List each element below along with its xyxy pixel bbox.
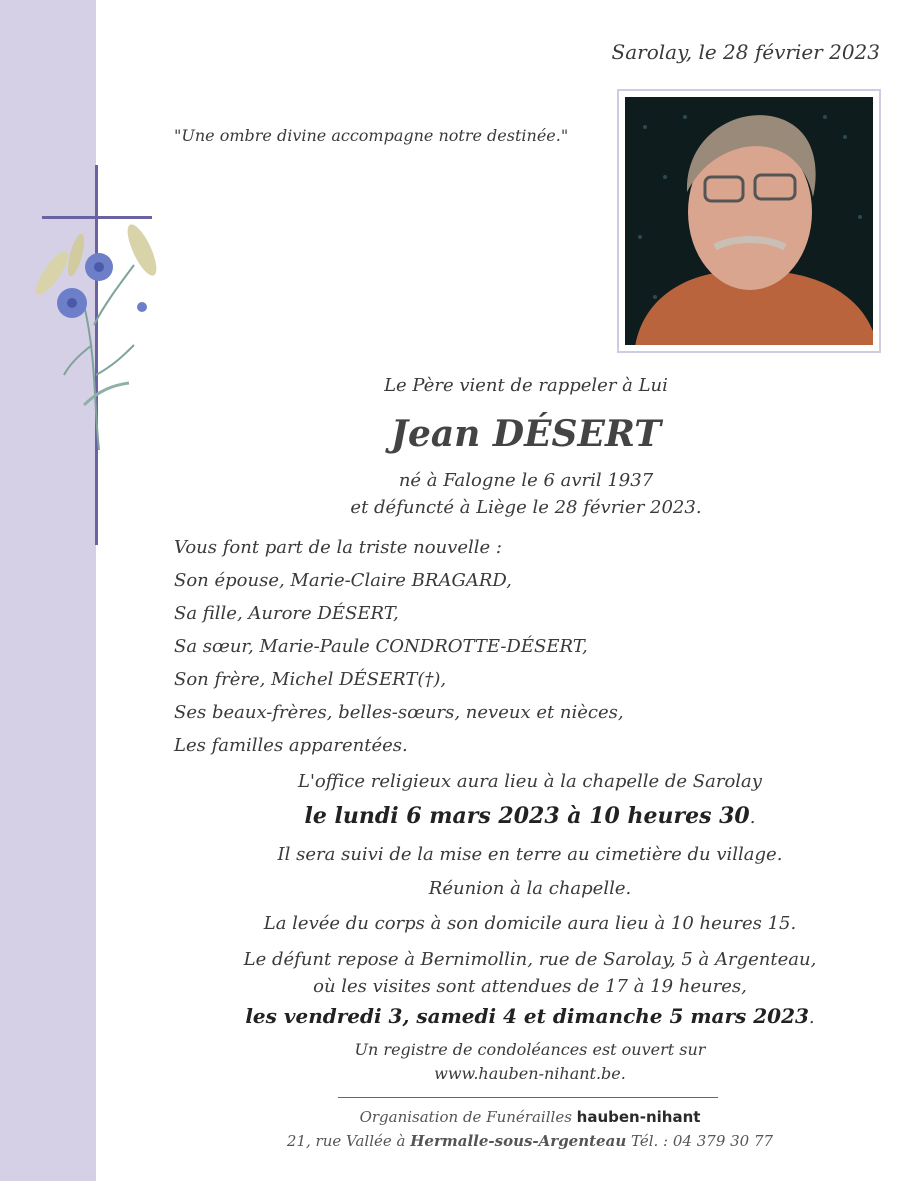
address-town: Hermalle-sous-Argenteau <box>410 1132 627 1150</box>
epigraph-quote: "Une ombre divine accompagne notre destinée." <box>174 126 569 145</box>
organizer-brand: hauben-nihant <box>576 1108 701 1126</box>
service-location: L'office religieux aura lieu à la chapelle de Sarolay <box>298 771 762 792</box>
rest-line-2: où les visites sont attendues de 17 à 19 heures, <box>313 976 747 997</box>
date-line: Sarolay, le 28 février 2023 <box>611 40 880 64</box>
family-member: Son frère, Michel DÉSERT(†), <box>174 669 447 690</box>
meeting-line: Réunion à la chapelle. <box>428 878 632 899</box>
death-line: et défuncté à Liège le 28 février 2023. <box>350 497 702 518</box>
visit-days-suffix: . <box>808 1007 815 1028</box>
organizer-address <box>150 1132 910 1150</box>
address-prefix: 21, rue Vallée à <box>286 1132 411 1150</box>
service-datetime-suffix: . <box>749 807 756 828</box>
organizer-line <box>150 1108 910 1126</box>
family-member: Les familles apparentées. <box>174 735 408 756</box>
burial-line: Il sera suivi de la mise en terre au cimetière du village. <box>277 844 783 865</box>
family-member: Son épouse, Marie-Claire BRAGARD, <box>174 570 512 591</box>
address-phone: Tél. : 04 379 30 77 <box>626 1132 774 1150</box>
deceased-name: Jean DÉSERT <box>390 413 662 455</box>
family-member: Sa fille, Aurore DÉSERT, <box>174 603 399 624</box>
family-member: Ses beaux-frères, belles-sœurs, neveux et nièces, <box>174 702 624 723</box>
portrait-illustration <box>625 97 873 345</box>
register-link[interactable]: www.hauben-nihant.be. <box>434 1064 626 1083</box>
intro-line: Le Père vient de rappeler à Lui <box>384 375 668 396</box>
visit-days: les vendredi 3, samedi 4 et dimanche 5 mars 2023 <box>245 1004 809 1028</box>
portrait-frame <box>617 89 881 353</box>
organizer-prefix: Organisation de Funérailles <box>359 1108 577 1126</box>
birth-line: né à Falogne le 6 avril 1937 <box>398 470 654 491</box>
footer-divider <box>338 1097 718 1098</box>
family-list <box>174 537 624 768</box>
visit-days-row <box>150 1004 910 1028</box>
family-member: Sa sœur, Marie-Paule CONDROTTE-DÉSERT, <box>174 636 588 657</box>
rest-line-1: Le défunt repose à Bernimollin, rue de Sarolay, 5 à Argenteau, <box>243 949 817 970</box>
register-line-1: Un registre de condoléances est ouvert sur <box>354 1040 706 1059</box>
service-datetime: le lundi 6 mars 2023 à 10 heures 30 <box>304 803 750 829</box>
side-band <box>0 0 96 1181</box>
family-lead: Vous font part de la triste nouvelle : <box>174 537 502 558</box>
portrait-photo <box>625 97 873 345</box>
service-datetime-row <box>150 803 910 829</box>
levee-line: La levée du corps à son domicile aura lieu à 10 heures 15. <box>263 913 797 934</box>
